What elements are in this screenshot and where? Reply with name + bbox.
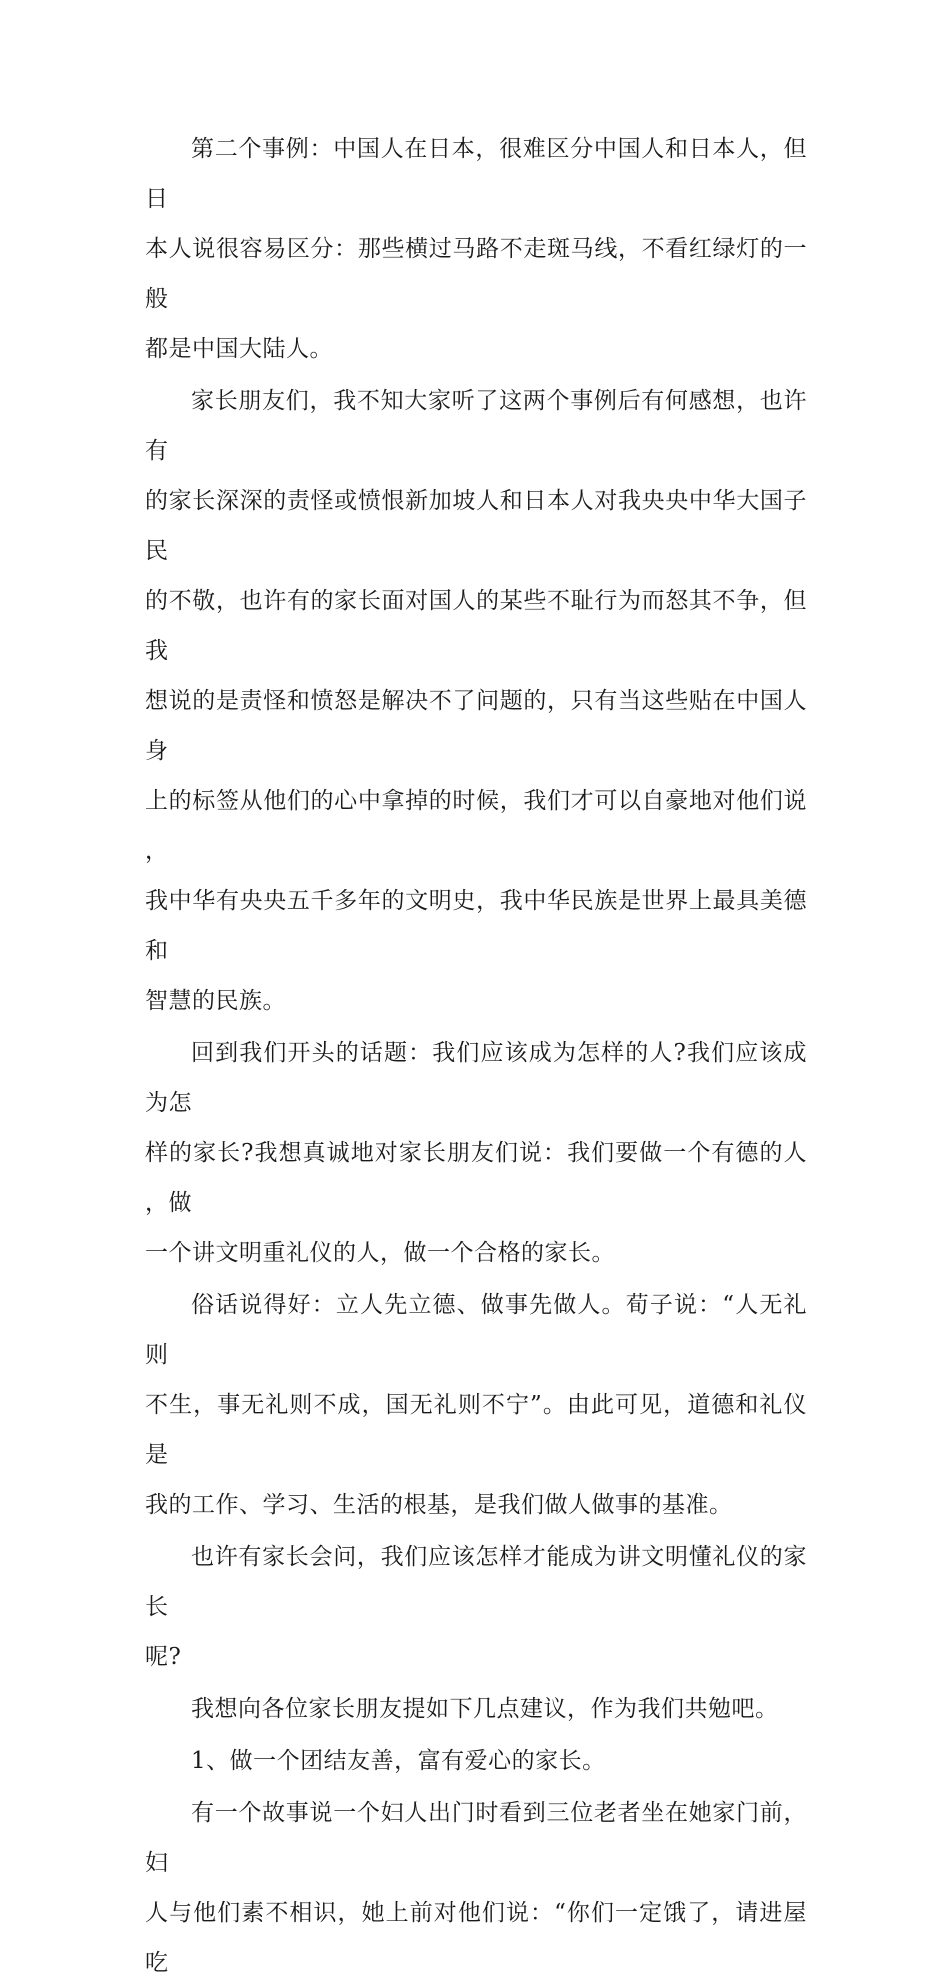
text-line: 样的家长?我想真诚地对家长朋友们说：我们要做一个有德的人，做 (145, 1140, 807, 1216)
text-line: 上的标签从他们的心中拿掉的时候，我们才可以自豪地对他们说， (145, 788, 807, 864)
text-line: 俗话说得好：立人先立德、做事先做人。荀子说：“人无礼则 (145, 1292, 807, 1368)
paragraph-question (145, 1532, 807, 1682)
text-line: 有一个故事说一个妇人出门时看到三位老者坐在她家门前，妇 (145, 1800, 807, 1876)
text-line: 回到我们开头的话题：我们应该成为怎样的人?我们应该成为怎 (145, 1040, 807, 1116)
text-line: 我想向各位家长朋友提如下几点建议，作为我们共勉吧。 (191, 1696, 779, 1722)
text-line: 人与他们素不相识，她上前对他们说：“你们一定饿了，请进屋吃 (145, 1900, 807, 1976)
text-line: 我中华有央央五千多年的文明史，我中华民族是世界上最具美德和 (145, 888, 807, 964)
text-line: 本人说很容易区分：那些横过马路不走斑马线，不看红绿灯的一般 (145, 236, 807, 312)
text-line: 家长朋友们，我不知大家听了这两个事例后有何感想，也许有 (145, 388, 807, 464)
paragraph-proverb (145, 1280, 807, 1530)
paragraph-parents-reflection (145, 376, 807, 1026)
text-line: 一个讲文明重礼仪的人，做一个合格的家长。 (145, 1240, 615, 1266)
text-line: 的不敬，也许有的家长面对国人的某些不耻行为而怒其不争，但我 (145, 588, 807, 664)
text-line: 呢? (145, 1644, 182, 1670)
paragraph-example-two (145, 124, 807, 374)
text-line: 都是中国大陆人。 (145, 336, 333, 362)
document-body (145, 124, 807, 1988)
text-line: 第二个事例：中国人在日本，很难区分中国人和日本人，但日 (145, 136, 807, 212)
text-line: 想说的是责怪和愤怒是解决不了问题的，只有当这些贴在中国人身 (145, 688, 807, 764)
text-line: 我的工作、学习、生活的根基，是我们做人做事的基准。 (145, 1492, 733, 1518)
text-line: 智慧的民族。 (145, 988, 286, 1014)
paragraph-suggestions-intro (145, 1684, 807, 1734)
paragraph-story (145, 1788, 807, 1988)
paragraph-back-to-topic (145, 1028, 807, 1278)
text-line: 也许有家长会问，我们应该怎样才能成为讲文明懂礼仪的家长 (145, 1544, 807, 1620)
paragraph-suggestion-one (145, 1736, 807, 1786)
text-line: 不生，事无礼则不成，国无礼则不宁”。由此可见，道德和礼仪是 (145, 1392, 807, 1468)
text-line: 1、做一个团结友善，富有爱心的家长。 (191, 1748, 606, 1774)
text-line: 的家长深深的责怪或愤恨新加坡人和日本人对我央央中华大国子民 (145, 488, 807, 564)
